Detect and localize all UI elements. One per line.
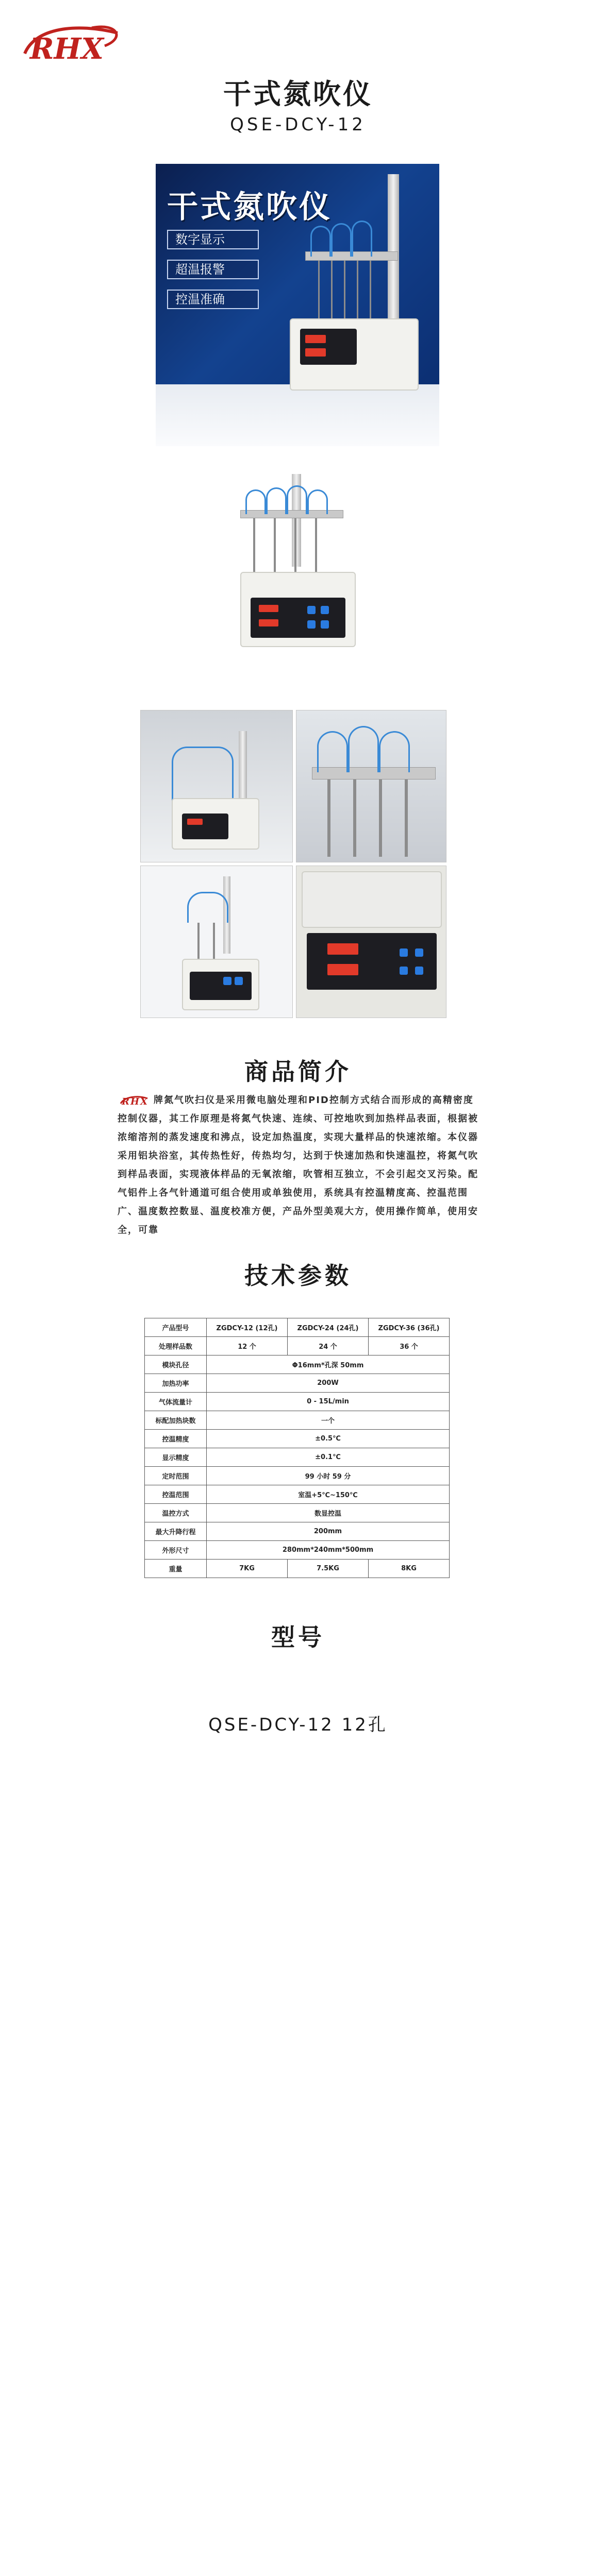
spec-value-cell: 12 个: [207, 1337, 288, 1355]
brand-logo: [14, 18, 128, 74]
page-title: 干式氮吹仪: [223, 78, 373, 110]
spec-shared-cell: ±0.5℃: [207, 1430, 450, 1448]
photo-side-view: [140, 710, 293, 862]
spec-row: [145, 1541, 450, 1560]
spec-row: [145, 1355, 450, 1374]
spec-label-cell: 控温精度: [145, 1430, 207, 1448]
model-item: QSE-DCY-12 12孔: [208, 1715, 388, 1735]
spec-row: [145, 1393, 450, 1411]
spec-shared-cell: 一个: [207, 1411, 450, 1430]
spec-shared-cell: 280mm*240mm*500mm: [207, 1541, 450, 1560]
spec-row: [145, 1485, 450, 1504]
spec-shared-cell: 200mm: [207, 1522, 450, 1541]
spec-row: [145, 1467, 450, 1485]
spec-shared-cell: 室温+5℃~150℃: [207, 1485, 450, 1504]
spec-row: [145, 1411, 450, 1430]
spec-row: [145, 1560, 450, 1578]
spec-value-cell: 7.5KG: [288, 1560, 369, 1578]
spec-shared-cell: Φ16mm*孔深 50mm: [207, 1355, 450, 1374]
spec-value-cell: 7KG: [207, 1560, 288, 1578]
hero-tag-display: 数字显示: [167, 230, 259, 249]
spec-header-cell: ZGDCY-24 (24孔): [288, 1318, 369, 1337]
spec-shared-cell: 99 小时 59 分: [207, 1467, 450, 1485]
spec-shared-cell: 数显控温: [207, 1504, 450, 1522]
spec-label-cell: 显示精度: [145, 1448, 207, 1467]
spec-label-cell: 温控方式: [145, 1504, 207, 1522]
spec-table: [144, 1318, 450, 1578]
spec-shared-cell: ±0.1℃: [207, 1448, 450, 1467]
spec-label-cell: 加热功率: [145, 1374, 207, 1393]
logo-text: RHX: [30, 32, 104, 66]
spec-value-cell: 8KG: [369, 1560, 450, 1578]
spec-header-cell: ZGDCY-12 (12孔): [207, 1318, 288, 1337]
mini-logo-text: RHX: [122, 1096, 148, 1107]
spec-header-cell: ZGDCY-36 (36孔): [369, 1318, 450, 1337]
spec-label-cell: 气体流量计: [145, 1393, 207, 1411]
spec-row: [145, 1337, 450, 1355]
spec-label-cell: 标配加热块数: [145, 1411, 207, 1430]
intro-text: 牌氮气吹扫仪是采用微电脑处理和PID控制方式结合而形成的高精密度控制仪器，其工作原理是将氮气快速、连续、可控地吹到加热样品表面，根据被浓缩溶剂的蒸发速度和沸点，设定加热温度，实现大量样品的快速浓缩。本仪器采用铝块浴室，其传热性好，传热均匀，达到于快速加热和快速温控，将氮气吹到样品表面，实现液体样品的无氧浓缩，吹管相互独立，不会引起交叉污染。配气铝件上各气针通道可组合使用或单独使用，系统具有控温精度高、控温范围广、温度数控数显、温度校准方便，产品外型美观大方，使用操作简单，使用安全，可靠: [118, 1095, 478, 1235]
photo-needle-closeup: [296, 710, 446, 862]
intro-section-title: 商品简介: [244, 1058, 352, 1086]
spec-row: [145, 1522, 450, 1541]
spec-label-cell: 最大升降行程: [145, 1522, 207, 1541]
product-image: [230, 474, 366, 649]
spec-label-cell: 控温范围: [145, 1485, 207, 1504]
hero-banner: [156, 164, 439, 446]
spec-shared-cell: 0 - 15L/min: [207, 1393, 450, 1411]
models-section-title: 型号: [271, 1623, 325, 1651]
photo-top-block: [296, 866, 446, 1018]
photo-front-view: [140, 866, 293, 1018]
hero-tag-temp: 控温准确: [167, 290, 259, 309]
spec-label-cell: 重量: [145, 1560, 207, 1578]
spec-section-title: 技术参数: [244, 1262, 352, 1290]
spec-label-cell: 处理样品数: [145, 1337, 207, 1355]
spec-value-cell: 36 个: [369, 1337, 450, 1355]
spec-header-row: [145, 1318, 450, 1337]
spec-label-cell: 模块孔径: [145, 1355, 207, 1374]
spec-header-cell: 产品型号: [145, 1318, 207, 1337]
hero-tag-alarm: 超温报警: [167, 260, 259, 279]
spec-row: [145, 1430, 450, 1448]
hero-device: [290, 174, 434, 421]
spec-value-cell: 24 个: [288, 1337, 369, 1355]
model-code: QSE-DCY-12: [230, 114, 366, 135]
spec-label-cell: 外形尺寸: [145, 1541, 207, 1560]
hero-title: 干式氮吹仪: [167, 189, 332, 225]
spec-row: [145, 1448, 450, 1467]
intro-text-block: [118, 1091, 478, 1240]
spec-shared-cell: 200W: [207, 1374, 450, 1393]
mini-logo-icon: [118, 1093, 151, 1108]
spec-row: [145, 1374, 450, 1393]
spec-label-cell: 定时范围: [145, 1467, 207, 1485]
spec-row: [145, 1504, 450, 1522]
